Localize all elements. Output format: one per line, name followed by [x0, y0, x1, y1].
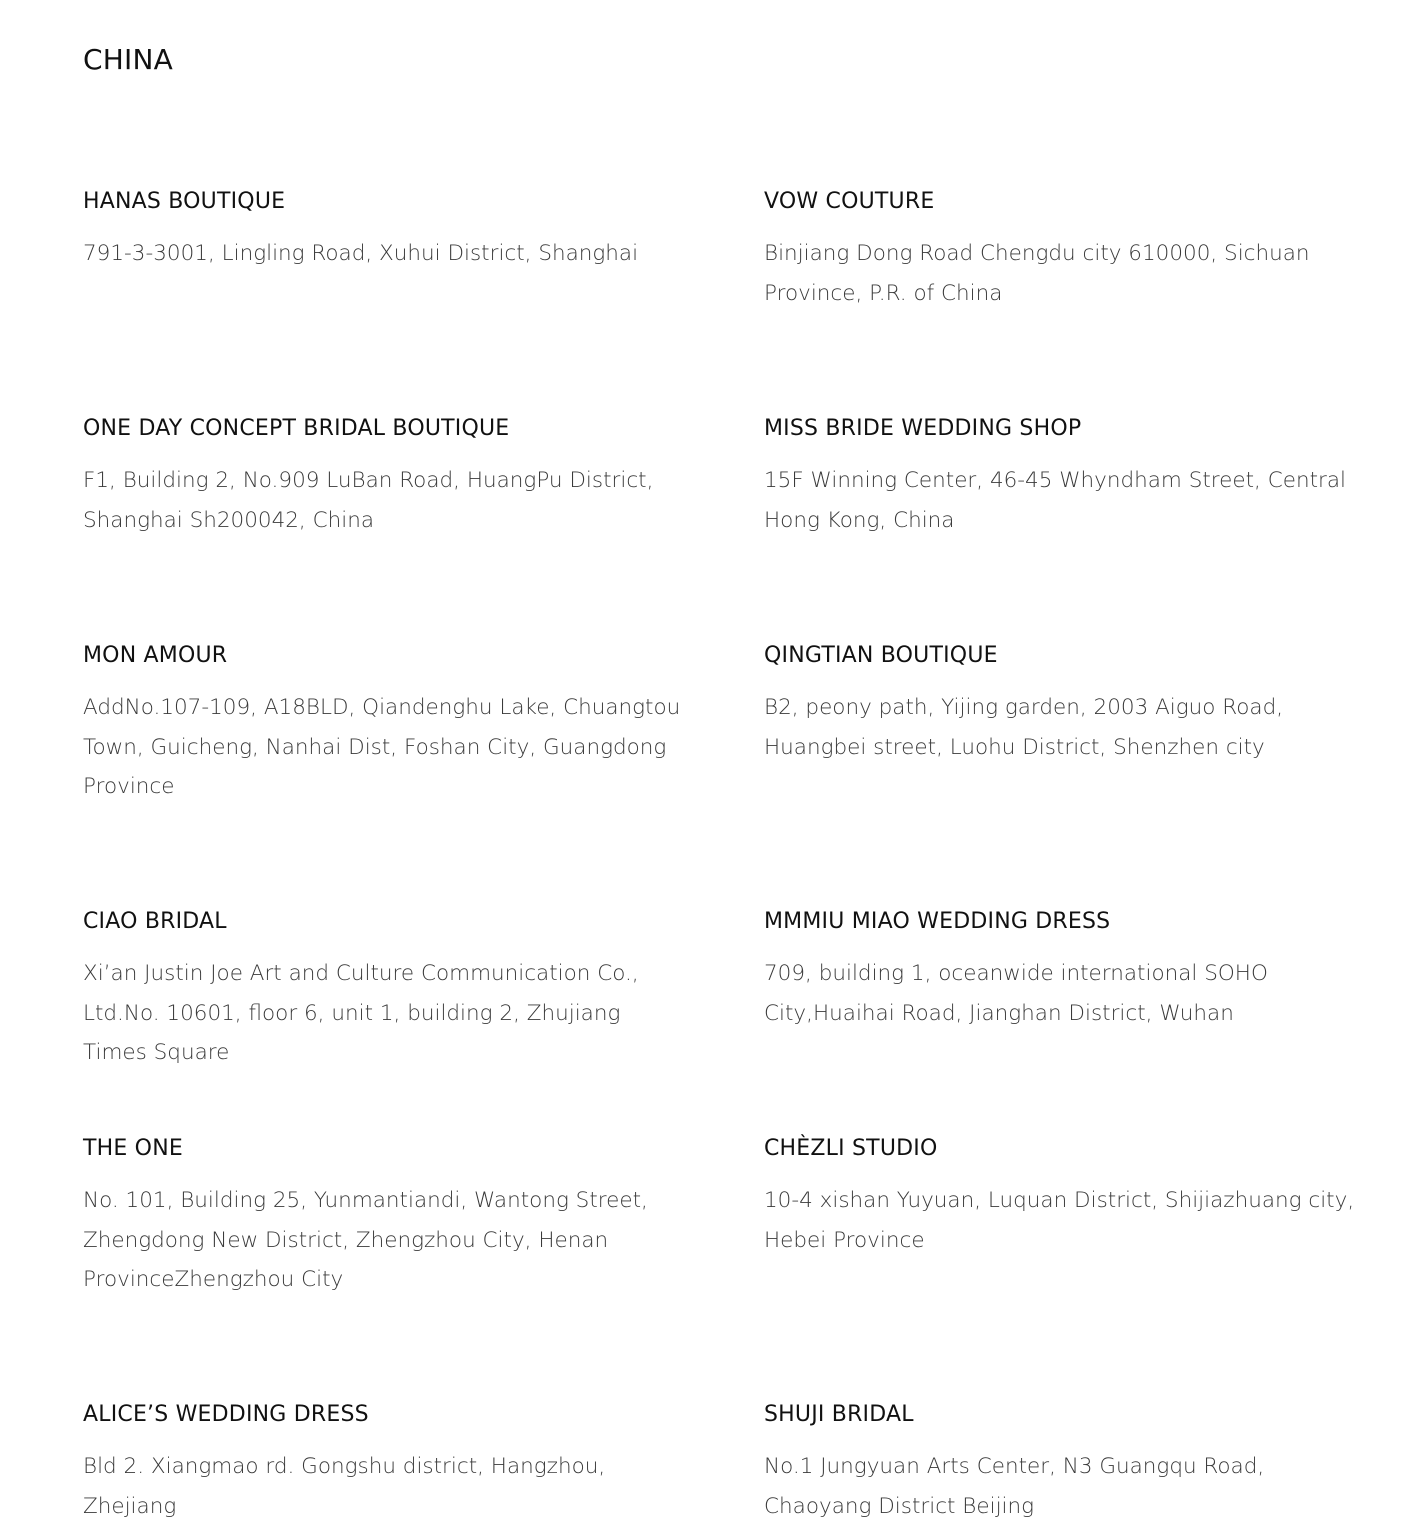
store-address: AddNo.107-109, A18BLD, Qiandenghu Lake, Chuangtou Town, Guicheng, Nanhai Dist, Foshan City, Guangdong Province	[83, 695, 681, 799]
store-name: CHÈZLI STUDIO	[764, 1136, 938, 1161]
store-item-hanas-boutique	[83, 185, 683, 412]
store-name: SHUJI BRIDAL	[764, 1402, 914, 1427]
store-item-mon-amour	[83, 639, 683, 905]
store-name: CIAO BRIDAL	[83, 909, 227, 934]
store-address: Xi’an Justin Joe Art and Culture Communication Co., Ltd.No. 10601, floor 6, unit 1, building 2, Zhujiang Times Square	[83, 961, 639, 1065]
store-item-qingtian-boutique	[764, 639, 1364, 905]
store-item-one-day-concept	[83, 412, 683, 639]
store-address: Bld 2. Xiangmao rd. Gongshu district, Hangzhou, Zhejiang	[83, 1454, 606, 1519]
store-name: THE ONE	[83, 1136, 183, 1161]
store-address: No.1 Jungyuan Arts Center, N3 Guangqu Road, Chaoyang District Beijing	[764, 1454, 1265, 1519]
store-item-chezli-studio	[764, 1132, 1364, 1398]
store-name: HANAS BOUTIQUE	[83, 189, 286, 214]
store-name: ALICE’S WEDDING DRESS	[83, 1402, 369, 1427]
store-name: MISS BRIDE WEDDING SHOP	[764, 416, 1082, 441]
store-address: F1, Building 2, No.909 LuBan Road, HuangPu District, Shanghai Sh200042, China	[83, 468, 654, 533]
store-address: B2, peony path, Yijing garden, 2003 Aiguo Road, Huangbei street, Luohu District, Shenzhen city	[764, 695, 1284, 760]
store-address: 15F Winning Center, 46-45 Whyndham Street, Central Hong Kong, China	[764, 468, 1346, 533]
store-item-ciao-bridal	[83, 905, 683, 1132]
store-item-the-one	[83, 1132, 683, 1398]
store-list	[83, 185, 1373, 1538]
store-name: VOW COUTURE	[764, 189, 935, 214]
region-title: CHINA	[83, 43, 173, 76]
store-name: ONE DAY CONCEPT BRIDAL BOUTIQUE	[83, 416, 510, 441]
store-item-mmmiu-miao	[764, 905, 1364, 1132]
store-address: 709, building 1, oceanwide international SOHO City,Huaihai Road, Jianghan District, Wuhan	[764, 961, 1268, 1026]
store-address: 791-3-3001, Lingling Road, Xuhui District, Shanghai	[83, 241, 639, 266]
store-item-alices-wedding-dress	[83, 1398, 683, 1538]
store-name: QINGTIAN BOUTIQUE	[764, 643, 998, 668]
store-item-shuji-bridal	[764, 1398, 1364, 1538]
store-address: 10-4 xishan Yuyuan, Luquan District, Shijiazhuang city, Hebei Province	[764, 1188, 1355, 1253]
store-name: MMMIU MIAO WEDDING DRESS	[764, 909, 1111, 934]
store-address: No. 101, Building 25, Yunmantiandi, Wantong Street, Zhengdong New District, Zhengzhou City, Henan ProvinceZhengzhou City	[83, 1188, 648, 1292]
store-name: MON AMOUR	[83, 643, 228, 668]
store-item-vow-couture	[764, 185, 1364, 412]
store-item-miss-bride	[764, 412, 1364, 639]
store-address: Binjiang Dong Road Chengdu city 610000, Sichuan Province, P.R. of China	[764, 241, 1310, 306]
